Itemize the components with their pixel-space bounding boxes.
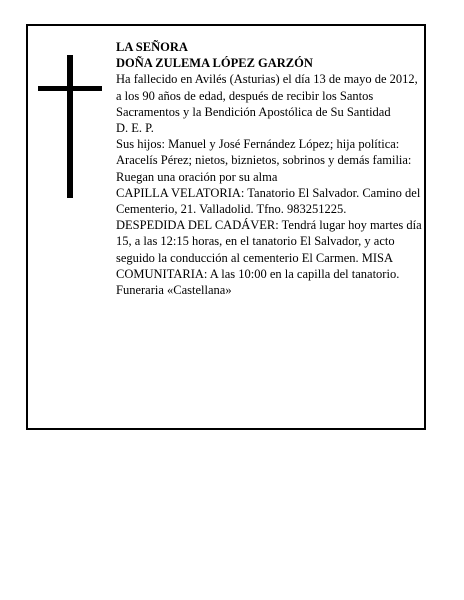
prayer-request: Ruegan una oración por su alma [116, 169, 278, 184]
rip-line: D. E. P. [116, 121, 154, 136]
obituary-text [116, 39, 424, 298]
death-announcement: Ha fallecido en Avilés (Asturias) el día 13 de mayo de 2012, a los 90 años de edad, después de recibir los Santos Sacramentos y la Bendición Apostólica de Su Santidad [116, 72, 418, 119]
wake-chapel-info: CAPILLA VELATORIA: Tanatorio El Salvador. Camino del Cementerio, 21. Valladolid. Tfno. 983251225. [116, 185, 421, 217]
obituary-notice [26, 24, 426, 430]
notice-heading-title: LA SEÑORA [116, 40, 188, 54]
family-list: Sus hijos: Manuel y José Fernández López; hija política: Aracelís Pérez; nietos, biznietos, sobrinos y demás familia: [116, 137, 412, 168]
funeral-details: DESPEDIDA DEL CADÁVER: Tendrá lugar hoy martes día 15, a las 12:15 horas, en el tanatorio El Salvador, y acto seguido la conducción al cementerio El Carmen. MISA COMUNITARIA: A las 10:00 en la capilla del tanatorio. [116, 218, 422, 281]
funeral-home: Funeraria «Castellana» [116, 283, 232, 298]
deceased-name: DOÑA ZULEMA LÓPEZ GARZÓN [116, 56, 313, 71]
cross-vertical-bar [67, 55, 73, 198]
cross-horizontal-bar [38, 86, 102, 91]
